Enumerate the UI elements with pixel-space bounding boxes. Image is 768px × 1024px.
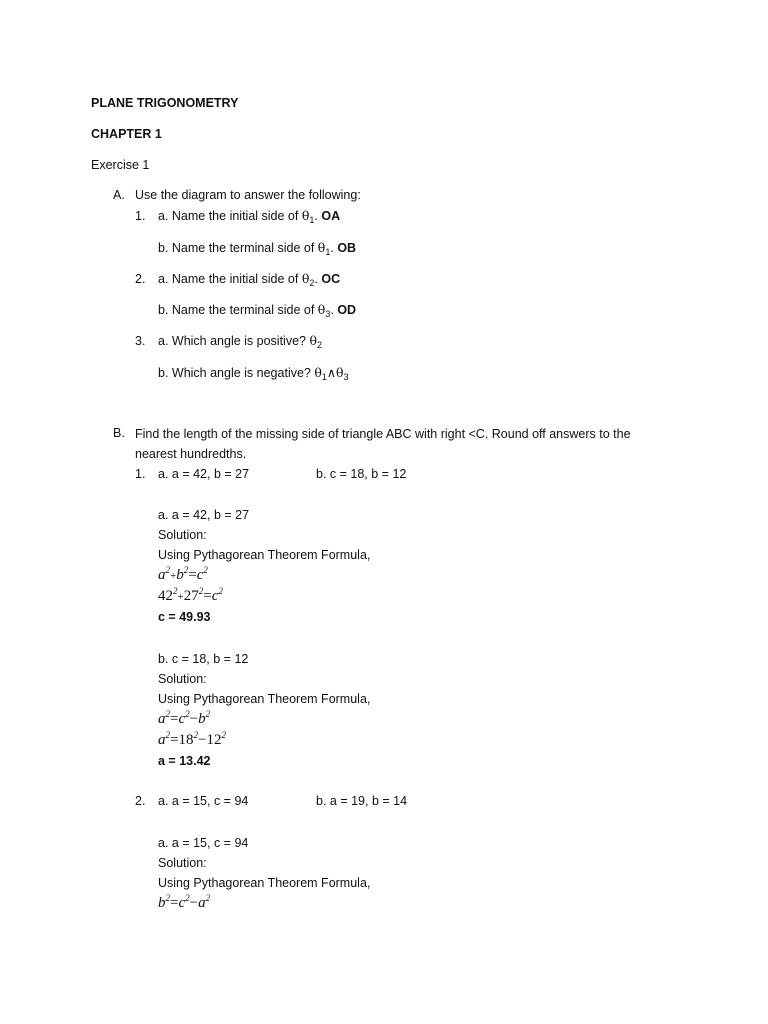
equals-sign: =: [170, 895, 179, 911]
question-3a-text: a. Which angle is positive?: [158, 334, 310, 348]
problem-2b-given: b. a = 19, b = 14: [316, 794, 408, 808]
equation-rearranged: [158, 710, 210, 728]
theta-symbol: θ: [314, 365, 322, 380]
problem-2a-given: a. a = 15, c = 94: [158, 794, 249, 808]
logical-and-symbol: ∧: [326, 365, 337, 380]
question-3-number: 3.: [135, 334, 146, 348]
equation-pythagorean: [158, 566, 208, 585]
theta-subscript: 1: [325, 247, 331, 257]
question-1a-text: a. Name the initial side of: [158, 209, 302, 223]
equation-substituted: [158, 731, 226, 749]
equals-sign: =: [170, 711, 179, 727]
exponent: 2: [198, 586, 204, 596]
theta-subscript: 3: [325, 309, 331, 319]
math-number: 42: [158, 588, 173, 604]
problem-1a-heading: a. a = 42, b = 27: [158, 508, 250, 522]
minus-sign: −: [197, 732, 207, 748]
minus-sign: −: [189, 711, 199, 727]
question-1b-text: b. Name the terminal side of: [158, 241, 318, 255]
exponent: 2: [185, 893, 190, 903]
exponent: 2: [221, 730, 226, 740]
solution-label: Solution:: [158, 856, 207, 870]
equals-sign: =: [188, 567, 197, 583]
theta-symbol: θ: [317, 240, 326, 255]
answer-1b: a = 13.42: [158, 754, 211, 768]
theta-subscript: 1: [309, 215, 315, 225]
equation-substituted: [158, 587, 223, 606]
solution-label: Solution:: [158, 528, 207, 542]
question-2a-text: a. Name the initial side of: [158, 272, 302, 286]
exponent: 2: [165, 709, 170, 719]
exponent: 2: [205, 893, 211, 903]
exponent: 2: [165, 730, 170, 740]
method-label: Using Pythagorean Theorem Formula,: [158, 692, 371, 706]
question-2b-text: b. Name the terminal side of: [158, 303, 318, 317]
problem-1-number: 1.: [135, 467, 146, 481]
question-1b-answer: OB: [337, 241, 357, 255]
math-var: c: [211, 588, 219, 604]
answer-1a: c = 49.93: [158, 610, 211, 624]
exponent: 2: [173, 586, 178, 596]
punctuation: .: [330, 241, 334, 255]
punctuation: .: [314, 272, 318, 286]
plus-sign: +: [170, 570, 177, 582]
equals-sign: =: [203, 588, 212, 604]
equation-rearranged: [158, 894, 210, 912]
theta-subscript: 1: [321, 372, 327, 382]
exponent: 2: [218, 586, 223, 596]
chapter-heading: CHAPTER 1: [91, 127, 162, 141]
math-number: 18: [178, 732, 194, 748]
math-number: 12: [206, 732, 222, 748]
question-3a: [158, 332, 322, 350]
theta-symbol: θ: [301, 271, 310, 286]
equals-sign: =: [170, 732, 179, 748]
exponent: 2: [165, 893, 170, 903]
minus-sign: −: [189, 895, 199, 911]
theta-symbol: θ: [301, 208, 310, 223]
math-var: a: [158, 732, 166, 748]
question-3b-text: b. Which angle is negative?: [158, 366, 315, 380]
method-label: Using Pythagorean Theorem Formula,: [158, 548, 371, 562]
exponent: 2: [165, 565, 170, 575]
exercise-heading: Exercise 1: [91, 158, 150, 172]
math-var: c: [196, 567, 204, 583]
part-b-instruction: Find the length of the missing side of triangle ABC with right <C. Round off answers to the nearest hundredths.: [135, 427, 631, 461]
question-1a: [158, 207, 340, 225]
exponent: 2: [193, 730, 198, 740]
part-a-instruction: Use the diagram to answer the following:: [135, 188, 361, 202]
plus-sign: +: [177, 591, 184, 603]
punctuation: .: [330, 303, 334, 317]
question-2a: [158, 270, 340, 288]
question-3b: [158, 364, 349, 382]
theta-symbol: θ: [336, 365, 344, 380]
problem-1a-given: a. a = 42, b = 27: [158, 467, 250, 481]
math-var: a: [158, 567, 166, 583]
exponent: 2: [185, 709, 190, 719]
math-var: b: [158, 895, 166, 911]
question-2-number: 2.: [135, 272, 146, 286]
method-label: Using Pythagorean Theorem Formula,: [158, 876, 371, 890]
theta-subscript: 2: [309, 278, 315, 288]
punctuation: .: [314, 209, 318, 223]
math-var: a: [158, 711, 166, 727]
question-2b-answer: OD: [337, 303, 357, 317]
math-var: a: [198, 895, 206, 911]
problem-1b-heading: b. c = 18, b = 12: [158, 652, 249, 666]
problem-2a-heading: a. a = 15, c = 94: [158, 836, 249, 850]
theta-subscript: 2: [317, 340, 323, 350]
exponent: 2: [183, 565, 189, 575]
part-b-letter: B.: [113, 426, 125, 440]
theta-symbol: θ: [317, 302, 326, 317]
question-1-number: 1.: [135, 209, 146, 223]
theta-symbol: θ: [309, 333, 317, 348]
part-a-letter: A.: [113, 188, 125, 202]
math-var: c: [178, 711, 186, 727]
exponent: 2: [203, 565, 208, 575]
solution-label: Solution:: [158, 672, 207, 686]
theta-subscript: 3: [343, 372, 349, 382]
math-var: b: [176, 567, 184, 583]
question-2a-answer: OC: [321, 272, 341, 286]
document-title: PLANE TRIGONOMETRY: [91, 96, 239, 110]
math-number: 27: [183, 588, 199, 604]
problem-1b-given: b. c = 18, b = 12: [316, 467, 407, 481]
question-1a-answer: OA: [321, 209, 341, 223]
problem-2-number: 2.: [135, 794, 146, 808]
question-2b: [158, 301, 356, 319]
math-var: b: [198, 711, 206, 727]
math-var: c: [178, 895, 186, 911]
question-1b: [158, 239, 356, 257]
exponent: 2: [205, 709, 211, 719]
